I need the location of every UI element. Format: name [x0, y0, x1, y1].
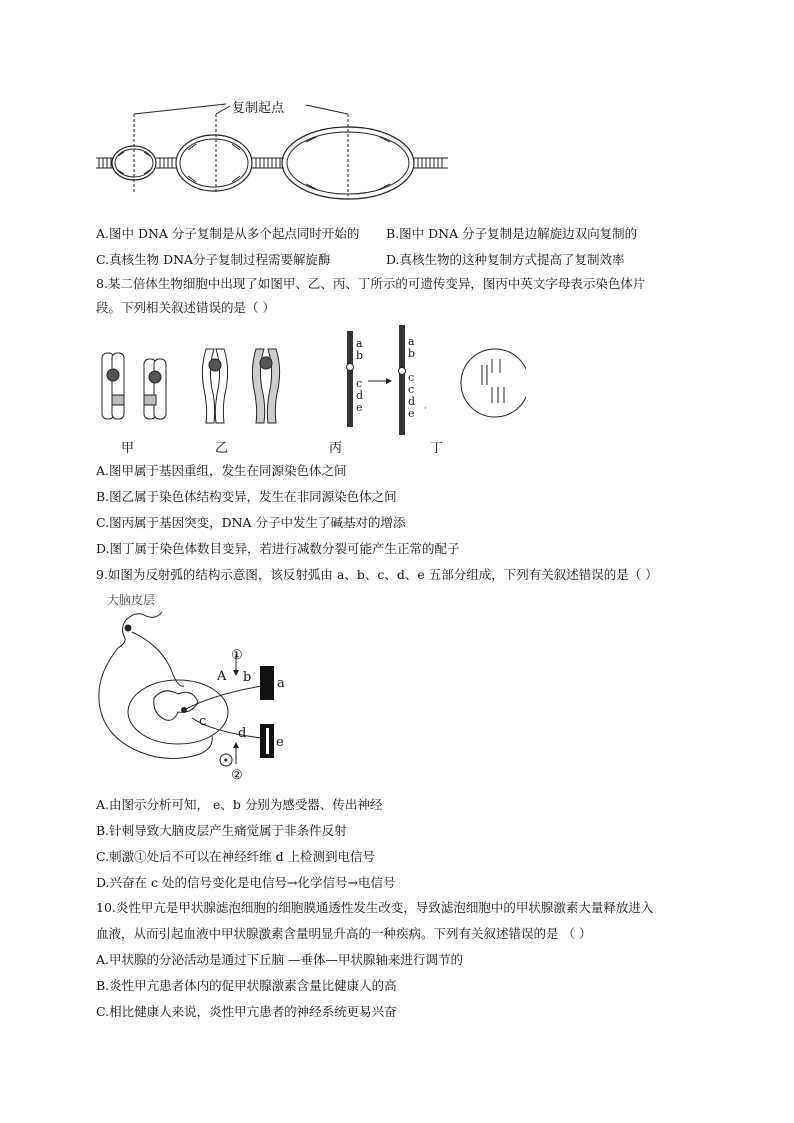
q9-option-d: D.兴奋在 c 处的信号变化是电信号→化学信号→电信号	[96, 875, 396, 890]
q8-option-a: A.图甲属于基因重组，发生在同源染色体之间	[96, 463, 347, 478]
chromosome-letter-a-right: a	[408, 335, 415, 348]
q8-option-b: B.图乙属于染色体结构变异，发生在非同源染色体之间	[96, 489, 397, 504]
chromosome-letter-e-left: e	[356, 401, 363, 414]
q8-option-c: C.图丙属于基因突变，DNA 分子中发生了碱基对的增添	[96, 515, 406, 530]
q9-option-a: A.由图示分析可知， e、b 分别为感受器、传出神经	[96, 797, 383, 812]
label-A: A	[217, 669, 227, 684]
figure-label-bing: 丙	[329, 441, 343, 456]
dna-strand-left	[96, 158, 114, 168]
chromosome-letter-d-right: d	[408, 395, 416, 408]
svg-text:˙: ˙	[423, 407, 428, 418]
q7-option-c: C.真核生物 DNA分子复制过程需要解旋酶	[96, 252, 331, 267]
q10-stem-line2: 血液，从而引起血液中甲状腺激素含量明显升高的一种疾病。下列有关叙述错误的是 （ ）	[96, 926, 592, 941]
q8-stem-line1: 8.某二倍体生物细胞中出现了如图甲、乙、丙、丁所示的可遗传变异，图丙中英文字母表示染色体片	[96, 276, 646, 291]
figure-label-jia: 甲	[121, 441, 135, 456]
label-b: b	[243, 670, 252, 685]
cortex-neuron	[125, 625, 132, 632]
dna-strand-right	[414, 158, 448, 168]
chromosome-letter-e-right: e	[408, 407, 415, 420]
origin-label: 复制起点	[232, 101, 285, 116]
reflex-arc-figure	[96, 592, 296, 788]
figure-label-yi: 乙	[215, 441, 229, 456]
q10-option-c: C.相比健康人来说，炎性甲亢患者的神经系统更易兴奋	[96, 1004, 397, 1019]
q9-option-c: C.刺激①处后不可以在神经纤维 d 上检测到电信号	[96, 849, 376, 864]
label-c: c	[199, 714, 207, 729]
receptor-a	[260, 666, 274, 700]
figure-label-ding: 丁	[430, 441, 444, 456]
label-d: d	[238, 726, 247, 741]
q7-option-d: D.真核生物的这种复制方式提高了复制效率	[386, 252, 625, 267]
origin-lines	[134, 114, 348, 196]
q8-option-d: D.图丁属于染色体数目变异，若进行减数分裂可能产生正常的配子	[96, 541, 460, 556]
label-e: e	[276, 735, 284, 750]
q7-option-b: B.图中 DNA 分子复制是边解旋边双向复制的	[386, 226, 638, 241]
cortex-label: 大脑皮层	[107, 593, 156, 607]
chromosome-letter-c-left: c	[356, 377, 363, 390]
figure-yi	[202, 349, 279, 423]
figure-ding	[461, 349, 526, 417]
chromosome-letter-b-right: b	[408, 347, 416, 360]
q7-option-a: A.图中 DNA 分子复制是从多个起点同时开始的	[96, 226, 360, 241]
replication-bubble-3	[282, 127, 414, 199]
chromosome-letter-c1-right: c	[408, 371, 415, 384]
q9-option-b: B.针刺导致大脑皮层产生痛觉属于非条件反射	[96, 823, 347, 838]
chromosome-letter-c2-right: c	[408, 383, 415, 396]
chromosome-letter-a-left: a	[356, 337, 363, 350]
label-a: a	[277, 676, 285, 691]
replication-bubble-2	[176, 135, 252, 191]
q9-stem: 9.如图为反射弧的结构示意图，该反射弧由 a、b、c、d、e 五部分组成，下列有关叙述错误的是（ ）	[96, 567, 658, 582]
q8-stem-line2: 段。下列相关叙述错误的是（ ）	[96, 300, 275, 315]
chromosome-figure	[96, 325, 526, 445]
q10-stem-line1: 10.炎性甲亢是甲状腺滤泡细胞的细胞膜通透性发生改变，导致滤泡细胞中的甲状腺激素大量释放进入	[96, 900, 654, 915]
chromosome-letter-b-left: b	[356, 349, 364, 362]
q10-option-b: B.炎性甲亢患者体内的促甲状腺激素含量比健康人的高	[96, 978, 397, 993]
marker-1: ①	[231, 648, 243, 663]
q10-option-a: A.甲状腺的分泌活动是通过下丘脑 —垂体—甲状腺轴来进行调节的	[96, 952, 463, 967]
figure-jia	[102, 353, 166, 419]
marker-2: ②	[231, 768, 243, 783]
chromosome-letter-d-left: d	[356, 389, 364, 402]
